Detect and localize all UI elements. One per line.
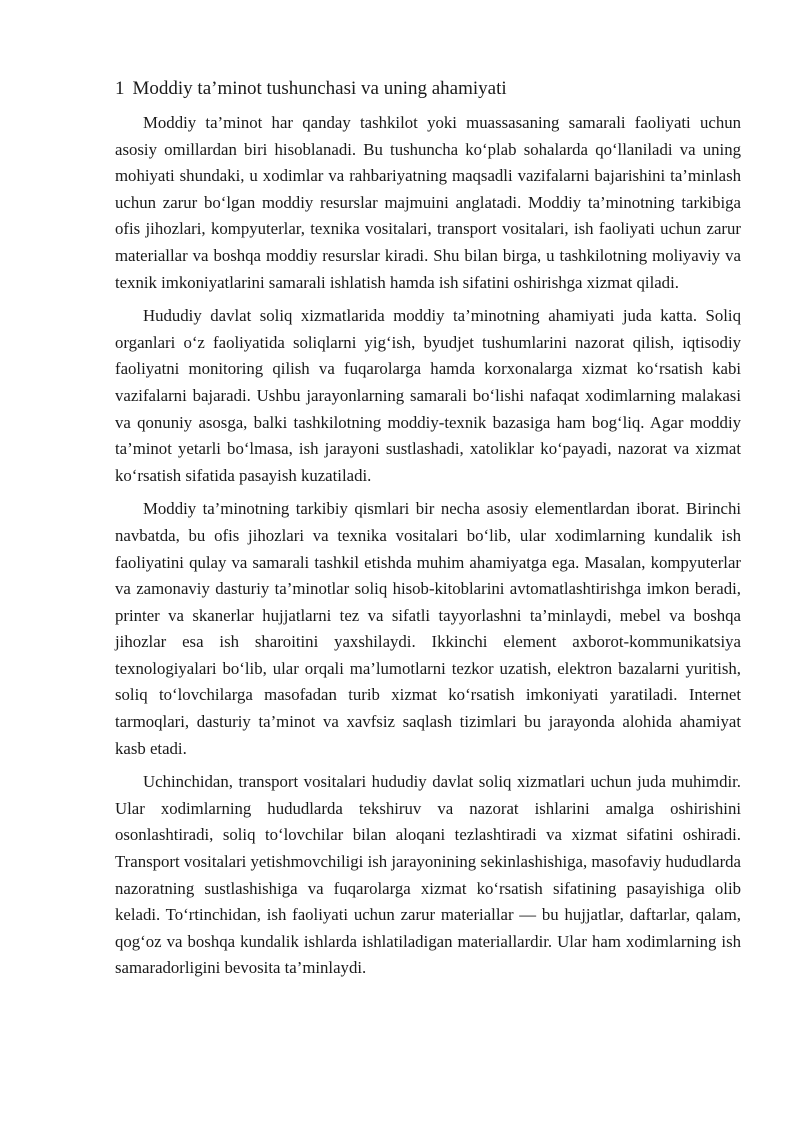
section-number: 1	[115, 78, 125, 99]
paragraph-4: Uchinchidan, transport vositalari hududiy davlat soliq xizmatlari uchun juda muhimdir. Ular xodimlarning hududlarda tekshiruv va nazorat ishlarini amalga oshirishini osonlashtiradi, soliq to‘lovchilar bilan aloqani tezlashtiradi va xizmat sifatini oshiradi. Transport vositalari yetishmovchiligi ish jarayonining sekinlashishiga, masofaviy hududlarda nazoratning sustlashishiga va fuqarolarga xizmat ko‘rsatish sifatining pasayishiga olib keladi. To‘rtinchidan, ish faoliyati uchun zarur materiallar — bu hujjatlar, daftarlar, qalam, qog‘oz va boshqa kundalik ishlarda ishlatiladigan materiallardir. Ular ham xodimlarning ish samaradorligini bevosita ta’minlaydi.	[115, 772, 741, 978]
document-page	[115, 76, 741, 989]
paragraph-3: Moddiy ta’minotning tarkibiy qismlari bir necha asosiy elementlardan iborat. Birinchi navbatda, bu ofis jihozlari va texnika vositalari bo‘lib, ular xodimlarning kundalik ish faoliyatini qulay va samarali tashkil etishda muhim ahamiyatga ega. Masalan, kompyuterlar va zamonaviy dasturiy ta’minotlar soliq hisob-kitoblarini avtomatlashtirishga imkon beradi, printer va skanerlar hujjatlarni tez va sifatli tayyorlashni ta’minlaydi, mebel va boshqa jihozlar esa ish sharoitini yaxshilaydi. Ikkinchi element axborot-kommunikatsiya texnologiyalari bo‘lib, ular orqali ma’lumotlarni tezkor uzatish, elektron bazalarni yuritish, soliq to‘lovchilarga masofadan turib xizmat ko‘rsatish imkoniyati yaratiladi. Internet tarmoqlari, dasturiy ta’minot va xavfsiz saqlash tizimlari bu jarayonda alohida ahamiyat kasb etadi.	[115, 499, 741, 758]
section-title: Moddiy ta’minot tushunchasi va uning ahamiyati	[132, 78, 507, 99]
paragraph-1: Moddiy ta’minot har qanday tashkilot yoki muassasaning samarali faoliyati uchun asosiy omillardan biri hisoblanadi. Bu tushuncha ko‘plab sohalarda qo‘llaniladi va uning mohiyati shundaki, u xodimlar va rahbariyatning maqsadli vazifalarni bajarishini ta’minlash uchun zarur bo‘lgan moddiy resurslar majmuini anglatadi. Moddiy ta’minotning tarkibiga ofis jihozlari, kompyuterlar, texnika vositalari, transport vositalari, ish faoliyati uchun zarur materiallar va boshqa moddiy resurslar kiradi. Shu bilan birga, u tashkilotning moliyaviy va texnik imkoniyatlarini samarali ishlatish hamda ish sifatini oshirishga xizmat qiladi.	[115, 113, 741, 292]
section-heading	[115, 76, 741, 102]
paragraph-2: Hududiy davlat soliq xizmatlarida moddiy ta’minotning ahamiyati juda katta. Soliq organlari o‘z faoliyatida soliqlarni yig‘ish, byudjet tushumlarini nazorat qilish, iqtisodiy faoliyatni monitoring qilish va fuqarolarga hamda korxonalarga xizmat ko‘rsatish kabi vazifalarni bajaradi. Ushbu jarayonlarning samarali bo‘lishi nafaqat xodimlarning malakasi va qonuniy asosga, balki tashkilotning moddiy-texnik bazasiga ham bog‘liq. Agar moddiy ta’minot yetarli bo‘lmasa, ish jarayoni sustlashadi, xatoliklar ko‘payadi, nazorat va xizmat ko‘rsatish sifatida pasayish kuzatiladi.	[115, 306, 741, 485]
